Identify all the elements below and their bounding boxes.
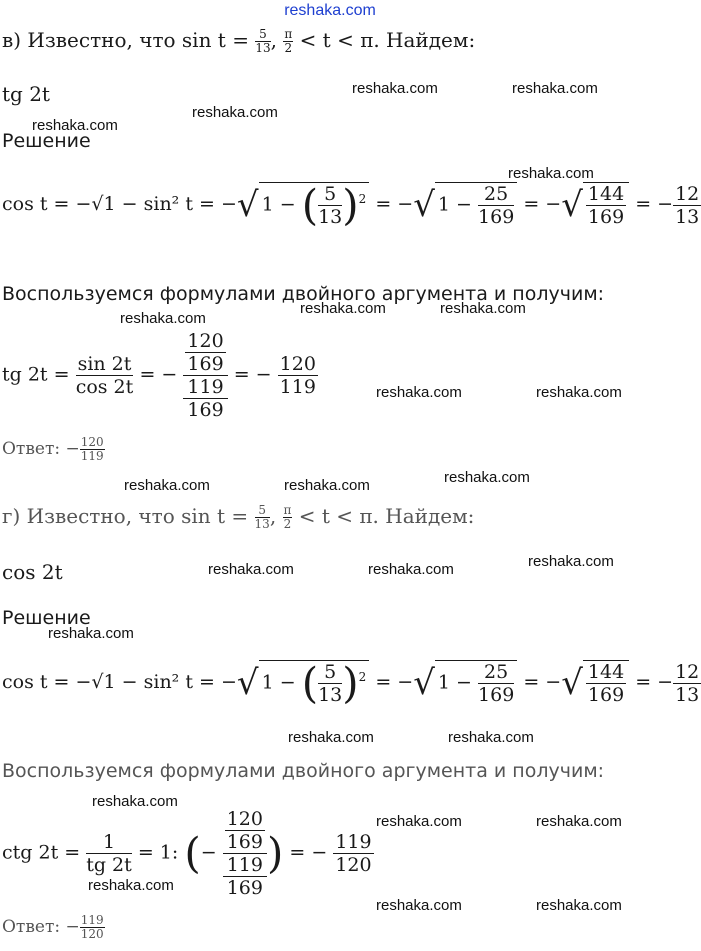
watermark: reshaka.com	[444, 469, 530, 486]
watermark: reshaka.com	[376, 897, 462, 914]
watermark: reshaka.com	[536, 813, 622, 830]
part-g-solution-label: Решение	[2, 607, 91, 629]
watermark: reshaka.com	[528, 553, 614, 570]
intro-prefix: в) Известно, что sin t =	[2, 28, 249, 52]
watermark: reshaka.com	[300, 300, 386, 317]
watermark: reshaka.com	[376, 813, 462, 830]
sin-fraction: $\frac{5}{13}$	[255, 27, 271, 55]
part-v-tg-derivation: tg 2t = $\frac{\sin 2t}{\cos 2t}$ = − 120 169 119 169 = − $\frac{120}{119}$	[2, 330, 316, 421]
watermark: reshaka.com	[208, 561, 294, 578]
part-g-cos-derivation: cos t = −√1 − sin² t = −√ 1 − ( $\frac{5}{13}$ )$^2$ = −√ 1 − $\frac{25}{169}$ = −√ $\frac{144}{169}$ = − $\frac{12}{13}$	[2, 658, 700, 708]
watermark: reshaka.com	[92, 793, 178, 810]
part-g-answer: Ответ: − $\frac{119}{120}$	[2, 913, 104, 941]
part-g-formula-text: Воспользуемся формулами двойного аргумента и получим:	[2, 760, 605, 782]
part-v-formula-text: Воспользуемся формулами двойного аргумента и получим:	[2, 283, 605, 305]
watermark: reshaka.com	[120, 310, 206, 327]
watermark: reshaka.com	[368, 561, 454, 578]
watermark: reshaka.com	[48, 625, 134, 642]
part-v-solution-label: Решение	[2, 130, 91, 152]
watermark: reshaka.com	[124, 477, 210, 494]
part-v-cos-derivation: cos t = −√1 − sin² t = −√ 1 − ( $\frac{5}{13}$ )$^2$ = −√ 1 − $\frac{25}{169}$ = −√ $\frac{144}{169}$ = − $\frac{12}{13}$	[2, 180, 700, 230]
watermark: reshaka.com	[512, 80, 598, 97]
part-v-intro: в) Известно, что sin t = $\frac{5}{13}$ , $\frac{\pi}{2}$ < t < π. Найдем:	[2, 27, 476, 55]
pi-half-fraction: $\frac{\pi}{2}$	[284, 27, 293, 55]
part-v-answer: Ответ: − $\frac{120}{119}$	[2, 435, 104, 463]
watermark: reshaka.com	[440, 300, 526, 317]
watermark: reshaka.com	[376, 384, 462, 401]
intro-suffix: < t < π. Найдем:	[299, 28, 476, 52]
part-g-ctg-derivation: ctg 2t = $\frac{1}{tg 2t}$ = 1: (− 120 169 119 169 ) = − $\frac{119}{120}$	[2, 808, 372, 899]
part-g-intro: г) Известно, что sin t = $\frac{5}{13}$ , $\frac{\pi}{2}$ < t < π. Найдем:	[2, 503, 475, 531]
part-g-find: cos 2t	[2, 560, 63, 584]
watermark: reshaka.com	[32, 117, 118, 134]
watermark: reshaka.com	[192, 104, 278, 121]
watermark: reshaka.com	[536, 897, 622, 914]
top-watermark: reshaka.com	[284, 2, 376, 19]
watermark: reshaka.com	[448, 729, 534, 746]
watermark: reshaka.com	[88, 877, 174, 894]
watermark: reshaka.com	[536, 384, 622, 401]
watermark: reshaka.com	[288, 729, 374, 746]
part-v-find: tg 2t	[2, 82, 50, 106]
watermark: reshaka.com	[284, 477, 370, 494]
watermark: reshaka.com	[508, 165, 594, 182]
watermark: reshaka.com	[352, 80, 438, 97]
